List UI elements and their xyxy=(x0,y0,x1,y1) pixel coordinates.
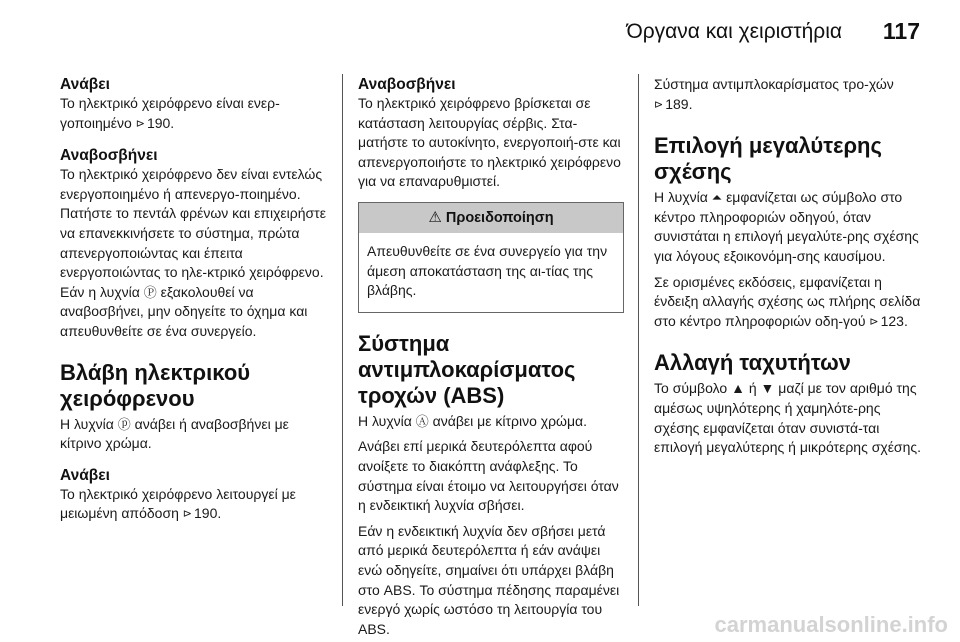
paragraph: Το ηλεκτρικό χειρόφρενο είναι ενερ-γοποιημένο ⊳ 190. xyxy=(60,94,328,134)
section-heading: Ανάβει xyxy=(60,466,110,484)
reference-arrow-icon: ⊳ xyxy=(869,315,879,328)
watermark: carmanualsonline.info xyxy=(714,612,948,637)
paragraph: Το ηλεκτρικό χειρόφρενο λειτουργεί με μειωμένη απόδοση ⊳ 190. xyxy=(60,485,328,525)
section-title: Σύστημα αντιμπλοκαρίσματος τροχών (ABS) xyxy=(358,330,576,408)
paragraph: Ανάβει επί μερικά δευτερόλεπτα αφού ανοίξετε το διακόπτη ανάφλεξης. Το σύστημα είναι έτοιμο να λειτουργήσει όταν η ενδεικτική λυχνία σβήσει. xyxy=(358,438,619,514)
section-title: Επιλογή μεγαλύτερης σχέσης xyxy=(654,133,882,185)
paragraph: Το ηλεκτρικό χειρόφρενο δεν είναι εντελώς ενεργοποιημένο ή απενεργο-ποιημένο. Πατήστε το πεντάλ φρένων και επιχειρήστε να επανεκκινήσετε το σύστημα, πρώτα απενεργοποιώντας και έπειτα ενεργοποιώντας το ηλε-κτρικό χειρόφρενο. Εάν η λυχνία Ⓟ εξακολουθεί να αναβοσβήνει, μην οδηγείτε το όχημα και απευθυνθείτε σε ένα συνεργείο. xyxy=(60,166,326,339)
reference-arrow-icon: ⊳ xyxy=(182,508,192,521)
page-number: 117 xyxy=(882,18,920,44)
column-divider xyxy=(638,74,639,606)
down-arrow-icon: ▼ xyxy=(760,380,775,397)
reference-arrow-icon: ⊳ xyxy=(135,117,145,130)
paragraph: Το σύμβολο ▲ ή ▼ μαζί με τον αριθμό της αμέσως υψηλότερης ή χαμηλότε-ρης σχέσης εμφανίζεται όταν συνιστά-ται επιλογή μεγαλύτερης ή μικρότερης σχέσης. xyxy=(654,380,921,456)
warning-text: Απευθυνθείτε σε ένα συνεργείο για την άμεση αποκατάσταση της αι-τίας της βλάβης. xyxy=(367,242,608,299)
page-reference[interactable]: ⊳ 190. xyxy=(136,115,174,131)
paragraph: Η λυχνία Ⓐ ανάβει με κίτρινο χρώμα. xyxy=(358,412,624,432)
column-3 xyxy=(654,75,924,458)
warning-title: Προειδοποίηση xyxy=(445,209,554,226)
column-2 xyxy=(358,75,624,639)
column-1 xyxy=(60,75,328,525)
page-reference[interactable]: ⊳ 189. xyxy=(654,96,692,112)
paragraph: Η λυχνία ⏶ εμφανίζεται ως σύμβολο στο κέντρο πληροφοριών οδηγού, όταν συνιστάται η επιλογή μεγαλύτε-ρης σχέσης για λόγους εξοικονόμη-σης καυσίμου. xyxy=(654,189,919,264)
abs-lamp-icon: Ⓐ xyxy=(415,413,429,429)
reference-arrow-icon: ⊳ xyxy=(654,98,664,111)
upshift-lamp-icon: ⏶ xyxy=(711,190,723,206)
section-heading: Ανάβει xyxy=(60,76,110,93)
page-reference[interactable]: ⊳ 190. xyxy=(183,505,221,521)
warning-body xyxy=(359,233,623,312)
paragraph: Σε ορισμένες εκδόσεις, εμφανίζεται η ένδειξη αλλαγής σχέσης ως πλήρης σελίδα στο κέντρο πληροφοριών οδη-γού ⊳ 123. xyxy=(654,273,924,333)
page-reference[interactable]: ⊳ 123. xyxy=(869,313,907,329)
section-title: Βλάβη ηλεκτρικού χειρόφρενου xyxy=(60,359,251,411)
paragraph: Σύστημα αντιμπλοκαρίσματος τρο-χών ⊳ 189. xyxy=(654,75,924,115)
section-heading: Αναβοσβήνει xyxy=(60,147,158,165)
warning-header xyxy=(359,203,623,233)
paragraph: Εάν η ενδεικτική λυχνία δεν σβήσει μετά από μερικά δευτερόλεπτα ή εάν ανάψει ενώ οδηγείτε, σημαίνει ότι υπάρχει βλάβη στο ABS. Το σύστημα πέδησης παραμένει ενεργό χωρίς ωστόσο τη λειτουργία του ABS. xyxy=(358,522,620,637)
paragraph: Η λυχνία ⓟ ανάβει ή αναβοσβήνει με κίτρινο χρώμα. xyxy=(60,415,289,452)
brake-fault-lamp-icon: ⓟ xyxy=(117,416,131,432)
chapter-title: Όργανα και χειριστήρια xyxy=(626,20,842,43)
warning-box xyxy=(358,202,624,313)
section-heading: Αναβοσβήνει xyxy=(358,76,456,93)
warning-icon: ⚠ xyxy=(428,208,442,226)
section-title: Αλλαγή ταχυτήτων xyxy=(654,350,851,376)
column-divider xyxy=(342,74,343,606)
paragraph: Το ηλεκτρικό χειρόφρενο βρίσκεται σε κατάσταση λειτουργίας σέρβις. Στα-ματήστε το αυτοκίνητο, ενεργοποιή-στε και απενεργοποιήστε το ηλεκτρικό χειρόφρενο για να επαναρυθμιστεί. xyxy=(358,95,621,190)
parking-brake-lamp-icon: Ⓟ xyxy=(143,284,157,300)
up-arrow-icon: ▲ xyxy=(731,380,745,397)
page-header xyxy=(0,0,960,64)
